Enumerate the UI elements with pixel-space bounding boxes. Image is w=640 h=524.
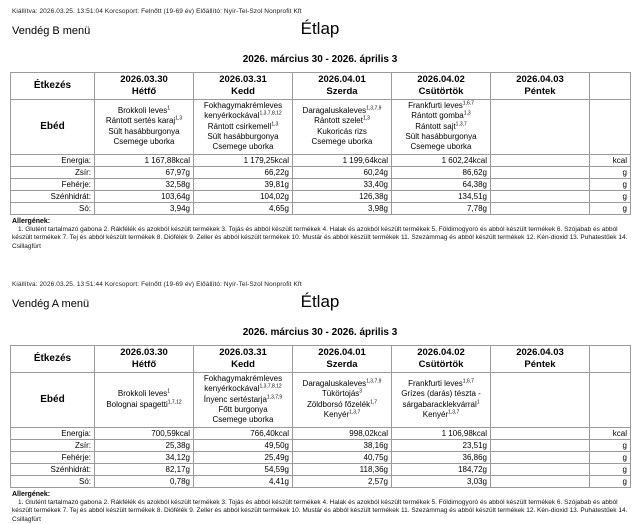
nutrition-value: 998,02kcal xyxy=(293,427,392,439)
nutrition-value: 82,17g xyxy=(95,463,194,475)
nutrition-value: 700,59kcal xyxy=(95,427,194,439)
nutrition-row xyxy=(11,154,631,166)
menu-item: Főtt burgonya xyxy=(218,404,268,414)
day-items xyxy=(392,372,491,427)
nutrition-unit: g xyxy=(590,451,631,463)
day-items xyxy=(293,372,392,427)
nutrition-value: 40,75g xyxy=(293,451,392,463)
menu-item: Rántott gomba$^{1,3}$ xyxy=(411,110,471,121)
nutrition-value: 0,78g xyxy=(95,475,194,487)
menu-item: Csemege uborka xyxy=(113,137,175,147)
unit-column-header xyxy=(590,73,631,100)
nutrition-unit: kcal xyxy=(590,427,631,439)
menu-item: Sült hasábburgonya xyxy=(207,131,279,141)
day-header xyxy=(491,346,590,373)
section-header xyxy=(10,20,630,50)
allergen-superscript: 1,3 xyxy=(175,115,183,122)
menu-item: Sült hasábburgonya xyxy=(108,126,180,136)
nutrition-label: Zsír: xyxy=(11,439,95,451)
nutrition-value xyxy=(491,178,590,190)
nutrition-value: 1 106,98kcal xyxy=(392,427,491,439)
menu-section-a xyxy=(10,281,630,524)
menu-section-b xyxy=(10,8,630,251)
menu-item: Daragaluskaleves$^{1,3,7,9}$ xyxy=(302,105,382,115)
day-items xyxy=(491,372,590,427)
nutrition-unit: kcal xyxy=(590,154,631,166)
menu-item: Brokkoli leves$^1$ xyxy=(117,388,171,399)
page-title: Étlap xyxy=(300,19,340,38)
day-header xyxy=(392,346,491,373)
nutrition-value: 4,41g xyxy=(194,475,293,487)
nutrition-value: 104,02g xyxy=(194,190,293,202)
menu-item: Csemege uborka xyxy=(212,142,274,152)
nutrition-row xyxy=(11,166,631,178)
day-weekday: Péntek xyxy=(524,358,556,370)
allergen-superscript: 1,3,7 xyxy=(448,409,460,416)
day-date: 2026.04.03 xyxy=(516,74,564,85)
nutrition-value: 3,94g xyxy=(95,202,194,214)
menu-item: Fokhagymakrémleves kenyérkockával$^{1,3,7,8,12}$ xyxy=(203,100,283,121)
nutrition-value: 3,03g xyxy=(392,475,491,487)
day-date: 2026.03.31 xyxy=(219,347,267,359)
nutrition-value: 60,24g xyxy=(293,166,392,178)
menu-item: Bolognai spagetti$^{1,7,12}$ xyxy=(106,399,182,409)
menu-item: Sült hasábburgonya xyxy=(405,131,477,141)
day-date: 2026.03.30 xyxy=(120,347,168,359)
allergen-superscript: 1,3,7 xyxy=(349,409,361,416)
allergens-list: 1. Glutént tartalmazó gabona 2. Rákfélék és azokból készült termékek 3. Tojás és abból készült termékek 4. Halak és azokból készült termékek 5. Földimogyoró és abból készült termékek 6. Szójabab és abból készült termékek 7. Tej és abból készült termékek 8. Diófélék 9. Zeller és abból készült termékek 10. Mustár és abból készült termékek 11. Szezámmag és abból készült termékek 12. Kén-dioxid 13. Puhatestűek 14. Csillagfürt xyxy=(12,225,628,250)
day-weekday: Kedd xyxy=(231,358,255,370)
allergen-superscript: 1,3 xyxy=(362,115,370,122)
nutrition-value: 64,38g xyxy=(392,178,491,190)
nutrition-value: 3,98g xyxy=(293,202,392,214)
menu-item: Csemege uborka xyxy=(410,142,472,152)
nutrition-value: 33,40g xyxy=(293,178,392,190)
date-range-label: 2026. március 30 - 2026. április 3 xyxy=(242,327,398,339)
menu-table xyxy=(10,345,631,488)
nutrition-row xyxy=(11,178,631,190)
menu-item: Kenyér$^{1,3,7}$ xyxy=(422,409,460,420)
nutrition-value: 54,59g xyxy=(194,463,293,475)
nutrition-value: 25,49g xyxy=(194,451,293,463)
menu-table xyxy=(10,72,631,215)
allergen-superscript: 1,3,7,8,12 xyxy=(259,110,282,117)
nutrition-label: Fehérje: xyxy=(11,178,95,190)
nutrition-value xyxy=(491,427,590,439)
day-header xyxy=(95,73,194,100)
nutrition-label: Zsír: xyxy=(11,166,95,178)
unit-cell xyxy=(590,99,631,154)
menu-item: Fokhagymakrémleves kenyérkockával$^{1,3,7,8,12}$ xyxy=(203,373,283,394)
nutrition-label: Szénhidrát: xyxy=(11,190,95,202)
day-header xyxy=(392,73,491,100)
nutrition-value xyxy=(491,439,590,451)
nutrition-unit: g xyxy=(590,178,631,190)
nutrition-value: 766,40kcal xyxy=(194,427,293,439)
day-header xyxy=(194,346,293,373)
allergen-superscript: 1,3,7,8,12 xyxy=(259,383,282,390)
menu-item: Frankfurti leves$^{1,6,7}$ xyxy=(408,100,474,110)
nutrition-value: 1 167,88kcal xyxy=(95,154,194,166)
meal-row-label: Ebéd xyxy=(11,99,95,154)
menu-item: Brokkoli leves$^1$ xyxy=(117,105,171,115)
nutrition-label: Só: xyxy=(11,475,95,487)
allergen-superscript: 1,7,12 xyxy=(167,399,182,406)
nutrition-row xyxy=(11,439,631,451)
menu-name-label: Vendég A menü xyxy=(12,298,90,311)
nutrition-label: Szénhidrát: xyxy=(11,463,95,475)
nutrition-label: Energia: xyxy=(11,427,95,439)
day-weekday: Hétfő xyxy=(131,358,157,370)
issue-meta-line: Kiállítva: 2026.03.25. 13:51:04 Korcsoport: Felnőtt (19-69 év) Előállító: Nyír-Tel-Szol Nonprofit Kft xyxy=(12,8,302,15)
allergen-superscript: 1,6,7 xyxy=(462,378,474,385)
nutrition-value xyxy=(491,451,590,463)
table-header-row xyxy=(11,346,631,373)
nutrition-value: 1 602,24kcal xyxy=(392,154,491,166)
nutrition-value: 118,36g xyxy=(293,463,392,475)
allergens-heading: Allergének: xyxy=(12,490,51,498)
allergen-superscript: 1,6,7 xyxy=(462,100,474,107)
nutrition-value: 1 179,25kcal xyxy=(194,154,293,166)
section-header xyxy=(10,293,630,323)
allergen-superscript: 1 xyxy=(167,388,171,395)
meal-row xyxy=(11,372,631,427)
allergens-block xyxy=(12,491,630,524)
nutrition-unit: g xyxy=(590,202,631,214)
nutrition-value: 38,16g xyxy=(293,439,392,451)
nutrition-unit: g xyxy=(590,475,631,487)
menu-item: Rántott csirkemell$^{1,3}$ xyxy=(207,120,279,131)
day-date: 2026.04.01 xyxy=(318,347,366,359)
nutrition-value: 25,38g xyxy=(95,439,194,451)
menu-item: Daragaluskaleves$^{1,3,7,9}$ xyxy=(302,378,382,388)
day-items xyxy=(491,99,590,154)
unit-column-header xyxy=(590,346,631,373)
meal-column-header: Étkezés xyxy=(11,346,95,373)
nutrition-label: Fehérje: xyxy=(11,451,95,463)
day-weekday: Csütörtök xyxy=(418,358,464,370)
day-header xyxy=(491,73,590,100)
nutrition-value: 2,57g xyxy=(293,475,392,487)
meal-column-header: Étkezés xyxy=(11,73,95,100)
day-items xyxy=(392,99,491,154)
nutrition-value: 49,50g xyxy=(194,439,293,451)
nutrition-value: 36,86g xyxy=(392,451,491,463)
allergen-superscript: 1 xyxy=(167,105,171,112)
date-range-label: 2026. március 30 - 2026. április 3 xyxy=(242,54,398,65)
nutrition-value: 103,64g xyxy=(95,190,194,202)
nutrition-value: 134,51g xyxy=(392,190,491,202)
page-title: Étlap xyxy=(300,292,340,312)
menu-item: Kenyér$^{1,3,7}$ xyxy=(323,409,361,420)
allergen-superscript: 1 xyxy=(476,399,480,406)
day-items xyxy=(95,372,194,427)
unit-cell xyxy=(590,372,631,427)
day-weekday: Csütörtök xyxy=(418,85,464,97)
day-date: 2026.03.31 xyxy=(219,74,267,85)
nutrition-value: 184,72g xyxy=(392,463,491,475)
nutrition-label: Só: xyxy=(11,202,95,214)
day-weekday: Péntek xyxy=(524,85,556,97)
allergen-superscript: 3 xyxy=(359,388,363,395)
menu-item: Rántott sajt$^{1,3,7}$ xyxy=(415,120,467,131)
meal-row xyxy=(11,99,631,154)
day-date: 2026.04.01 xyxy=(318,74,366,85)
menu-item: Csemege uborka xyxy=(212,415,274,425)
day-weekday: Kedd xyxy=(231,85,255,97)
nutrition-value: 86,62g xyxy=(392,166,491,178)
nutrition-row xyxy=(11,463,631,475)
nutrition-value: 39,81g xyxy=(194,178,293,190)
menu-item: Grízes (darás) tészta - sárgabaracklekvárral$^1$ xyxy=(401,389,481,409)
allergen-superscript: 1,3,7 xyxy=(455,120,467,127)
day-weekday: Hétfő xyxy=(131,85,157,97)
allergen-superscript: 1,3,7,9 xyxy=(266,393,283,400)
nutrition-value xyxy=(491,475,590,487)
allergen-superscript: 1,7 xyxy=(370,399,378,406)
nutrition-value: 67,97g xyxy=(95,166,194,178)
allergen-superscript: 1,3,7,9 xyxy=(366,105,382,112)
day-header xyxy=(293,73,392,100)
nutrition-row xyxy=(11,190,631,202)
nutrition-unit: g xyxy=(590,166,631,178)
nutrition-value xyxy=(491,190,590,202)
table-header-row xyxy=(11,73,631,100)
menu-item: Tükörtojás$^3$ xyxy=(321,388,363,399)
day-items xyxy=(293,99,392,154)
nutrition-unit: g xyxy=(590,439,631,451)
day-date: 2026.04.03 xyxy=(516,347,564,359)
menu-item: Kukoricás rizs xyxy=(317,126,367,136)
menu-item: Frankfurti leves$^{1,6,7}$ xyxy=(408,378,474,388)
menu-item: Csemege uborka xyxy=(311,137,373,147)
menu-item: Zöldborsó főzelék$^{1,7}$ xyxy=(306,399,378,409)
allergen-superscript: 1,3 xyxy=(271,120,279,127)
day-items xyxy=(194,99,293,154)
nutrition-value: 126,38g xyxy=(293,190,392,202)
nutrition-value xyxy=(491,463,590,475)
day-weekday: Szerda xyxy=(326,358,358,370)
nutrition-value xyxy=(491,202,590,214)
day-items xyxy=(95,99,194,154)
nutrition-row xyxy=(11,427,631,439)
day-date: 2026.03.30 xyxy=(120,74,168,85)
nutrition-unit: g xyxy=(590,190,631,202)
nutrition-value: 1 199,64kcal xyxy=(293,154,392,166)
day-weekday: Szerda xyxy=(326,85,358,97)
day-date: 2026.04.02 xyxy=(417,347,465,359)
nutrition-value xyxy=(491,154,590,166)
day-date: 2026.04.02 xyxy=(417,74,465,85)
allergen-superscript: 1,3 xyxy=(463,110,471,117)
allergens-block xyxy=(12,218,630,251)
nutrition-row xyxy=(11,202,631,214)
allergens-heading: Allergének: xyxy=(12,217,51,225)
nutrition-row xyxy=(11,475,631,487)
nutrition-value: 32,58g xyxy=(95,178,194,190)
nutrition-value: 66,22g xyxy=(194,166,293,178)
menu-item: Ínyenc sertéstarja$^{1,3,7,9}$ xyxy=(203,393,283,404)
allergen-superscript: 1,3,7,9 xyxy=(366,378,382,385)
nutrition-value: 4,65g xyxy=(194,202,293,214)
nutrition-value xyxy=(491,166,590,178)
issue-meta-line: Kiállítva: 2026.03.25. 13:51:44 Korcsoport: Felnőtt (19-69 év) Előállító: Nyír-Tel-Szol Nonprofit Kft xyxy=(12,281,302,289)
nutrition-row xyxy=(11,451,631,463)
menu-item: Rántott szelet$^{1,3}$ xyxy=(314,115,370,126)
menu-item: Rántott sertés karaj$^{1,3}$ xyxy=(105,115,183,126)
nutrition-label: Energia: xyxy=(11,154,95,166)
menu-name-label: Vendég B menü xyxy=(12,25,91,37)
allergens-list: 1. Glutént tartalmazó gabona 2. Rákfélék és azokból készült termékek 3. Tojás és abból készült termékek 4. Halak és azokból készült termékek 5. Földimogyoró és abból készült termékek 6. Szójabab és abból készült termékek 7. Tej és abból készült termékek 8. Diófélék 9. Zeller és abból készült termékek 10. Mustár és abból készült termékek 11. Szezámmag és abból készült termékek 12. Kén-dioxid 13. Puhatestűek 14. Csillagfürt xyxy=(12,498,628,523)
nutrition-unit: g xyxy=(590,463,631,475)
day-header xyxy=(95,346,194,373)
nutrition-value: 34,12g xyxy=(95,451,194,463)
meal-row-label: Ebéd xyxy=(11,372,95,427)
day-header xyxy=(194,73,293,100)
nutrition-value: 7,78g xyxy=(392,202,491,214)
day-items xyxy=(194,372,293,427)
nutrition-value: 23,51g xyxy=(392,439,491,451)
day-header xyxy=(293,346,392,373)
